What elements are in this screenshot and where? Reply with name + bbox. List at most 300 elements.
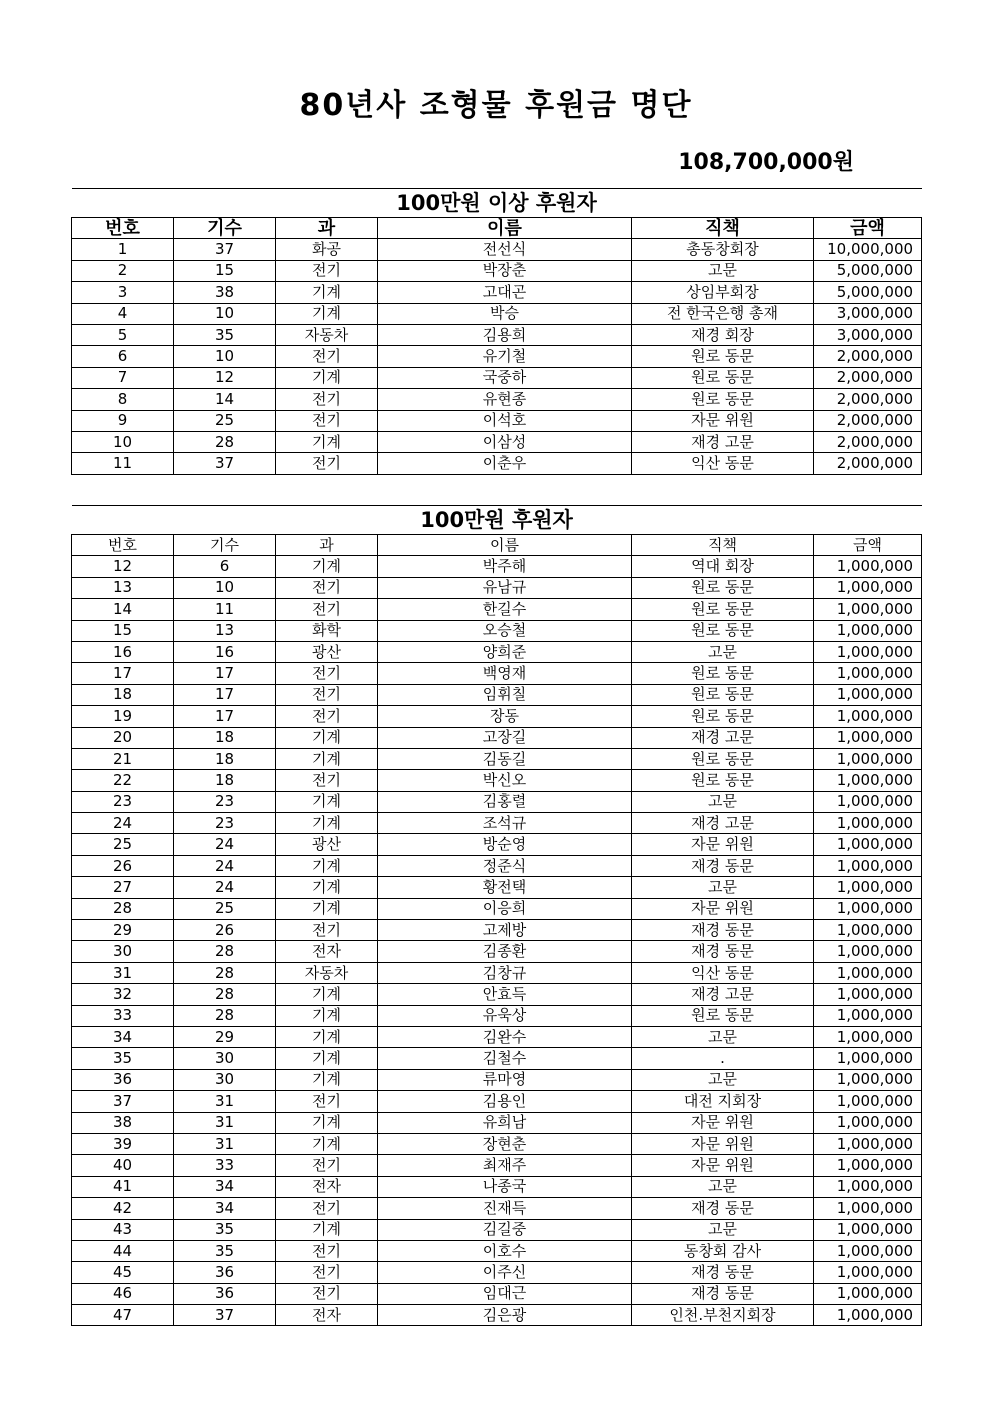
cell-name: 이주신 (378, 1262, 632, 1283)
cell-position: 고문 (632, 877, 814, 898)
cell-amount: 10,000,000 (814, 239, 922, 260)
cell-position: 원로 동문 (632, 706, 814, 727)
cell-name: 김길중 (378, 1219, 632, 1240)
cell-name: 유욱상 (378, 1005, 632, 1026)
cell-position: 자문 위원 (632, 1155, 814, 1176)
cell-amount: 1,000,000 (814, 962, 922, 983)
cell-position: 고문 (632, 641, 814, 662)
cell-name: 이석호 (378, 410, 632, 431)
table-row (72, 641, 922, 662)
cell-department: 기계 (276, 898, 378, 919)
table-header-row (72, 218, 922, 239)
cell-amount: 1,000,000 (814, 1262, 922, 1283)
cell-amount: 1,000,000 (814, 855, 922, 876)
cell-name: 고대곤 (378, 282, 632, 303)
cell-amount: 1,000,000 (814, 706, 922, 727)
cell-name: 장현춘 (378, 1133, 632, 1154)
cell-number: 10 (72, 431, 174, 452)
cell-name: 이응희 (378, 898, 632, 919)
cell-amount: 1,000,000 (814, 641, 922, 662)
cell-class-year: 23 (174, 813, 276, 834)
table-row (72, 898, 922, 919)
cell-position: 전 한국은행 총재 (632, 303, 814, 324)
cell-department: 기계 (276, 1069, 378, 1090)
cell-name: 김용인 (378, 1091, 632, 1112)
cell-department: 기계 (276, 727, 378, 748)
cell-class-year: 11 (174, 599, 276, 620)
cell-number: 6 (72, 346, 174, 367)
cell-number: 30 (72, 941, 174, 962)
cell-class-year: 30 (174, 1069, 276, 1090)
column-header-amount: 금액 (814, 535, 922, 556)
cell-amount: 2,000,000 (814, 453, 922, 474)
cell-name: 방순영 (378, 834, 632, 855)
cell-amount: 2,000,000 (814, 367, 922, 388)
cell-amount: 1,000,000 (814, 1091, 922, 1112)
cell-number: 27 (72, 877, 174, 898)
table-row (72, 684, 922, 705)
cell-position: 재경 고문 (632, 727, 814, 748)
cell-amount: 2,000,000 (814, 346, 922, 367)
column-header-class-year: 기수 (174, 535, 276, 556)
cell-class-year: 35 (174, 1240, 276, 1261)
table-row (72, 834, 922, 855)
cell-number: 11 (72, 453, 174, 474)
cell-department: 전기 (276, 260, 378, 281)
cell-name: 임대근 (378, 1283, 632, 1304)
table-row (72, 239, 922, 260)
cell-class-year: 31 (174, 1091, 276, 1112)
cell-number: 22 (72, 770, 174, 791)
cell-position: 익산 동문 (632, 962, 814, 983)
cell-class-year: 14 (174, 389, 276, 410)
cell-position: 원로 동문 (632, 770, 814, 791)
cell-number: 13 (72, 577, 174, 598)
cell-name: 유남규 (378, 577, 632, 598)
cell-amount: 1,000,000 (814, 1240, 922, 1261)
cell-number: 23 (72, 791, 174, 812)
cell-name: 김철수 (378, 1048, 632, 1069)
cell-department: 기계 (276, 791, 378, 812)
cell-position: 고문 (632, 1176, 814, 1197)
cell-name: 박장춘 (378, 260, 632, 281)
cell-class-year: 31 (174, 1112, 276, 1133)
cell-class-year: 31 (174, 1133, 276, 1154)
cell-position: 원로 동문 (632, 599, 814, 620)
cell-name: 양희준 (378, 641, 632, 662)
cell-name: 김창규 (378, 962, 632, 983)
cell-position: 자문 위원 (632, 1133, 814, 1154)
column-header-position: 직책 (632, 535, 814, 556)
table-row (72, 282, 922, 303)
cell-department: 기계 (276, 855, 378, 876)
cell-amount: 1,000,000 (814, 556, 922, 577)
cell-department: 전기 (276, 663, 378, 684)
cell-amount: 1,000,000 (814, 1048, 922, 1069)
cell-name: 이춘우 (378, 453, 632, 474)
cell-position: 역대 회장 (632, 556, 814, 577)
cell-name: 김동길 (378, 748, 632, 769)
cell-number: 8 (72, 389, 174, 410)
cell-name: 김완수 (378, 1026, 632, 1047)
cell-class-year: 12 (174, 367, 276, 388)
table-row (72, 324, 922, 345)
cell-number: 21 (72, 748, 174, 769)
cell-name: 고장길 (378, 727, 632, 748)
cell-number: 43 (72, 1219, 174, 1240)
cell-amount: 2,000,000 (814, 389, 922, 410)
cell-department: 기계 (276, 303, 378, 324)
cell-class-year: 18 (174, 727, 276, 748)
table-row (72, 1005, 922, 1026)
column-header-amount: 금액 (814, 218, 922, 239)
cell-department: 전기 (276, 684, 378, 705)
cell-name: 안효득 (378, 984, 632, 1005)
cell-class-year: 17 (174, 706, 276, 727)
cell-name: 김은광 (378, 1305, 632, 1326)
cell-number: 28 (72, 898, 174, 919)
cell-class-year: 10 (174, 577, 276, 598)
cell-department: 전기 (276, 770, 378, 791)
cell-class-year: 24 (174, 877, 276, 898)
cell-class-year: 25 (174, 898, 276, 919)
cell-class-year: 10 (174, 346, 276, 367)
cell-amount: 1,000,000 (814, 620, 922, 641)
cell-amount: 1,000,000 (814, 834, 922, 855)
table-row (72, 813, 922, 834)
cell-class-year: 34 (174, 1176, 276, 1197)
cell-department: 전기 (276, 577, 378, 598)
cell-name: 진재득 (378, 1198, 632, 1219)
cell-position: 재경 동문 (632, 1283, 814, 1304)
cell-department: 기계 (276, 984, 378, 1005)
cell-class-year: 30 (174, 1048, 276, 1069)
table-row (72, 1262, 922, 1283)
table-row (72, 770, 922, 791)
cell-number: 37 (72, 1091, 174, 1112)
cell-department: 자동차 (276, 962, 378, 983)
cell-class-year: 17 (174, 663, 276, 684)
cell-class-year: 23 (174, 791, 276, 812)
cell-position: 원로 동문 (632, 389, 814, 410)
cell-number: 14 (72, 599, 174, 620)
cell-number: 29 (72, 920, 174, 941)
cell-name: 황전택 (378, 877, 632, 898)
cell-class-year: 13 (174, 620, 276, 641)
cell-amount: 1,000,000 (814, 599, 922, 620)
table-row (72, 599, 922, 620)
cell-amount: 1,000,000 (814, 1283, 922, 1304)
cell-class-year: 37 (174, 1305, 276, 1326)
cell-number: 9 (72, 410, 174, 431)
cell-position: 원로 동문 (632, 1005, 814, 1026)
table-row (72, 410, 922, 431)
cell-department: 기계 (276, 431, 378, 452)
table-row (72, 877, 922, 898)
table-row (72, 1219, 922, 1240)
cell-name: 박승 (378, 303, 632, 324)
cell-position: 재경 동문 (632, 1262, 814, 1283)
cell-amount: 1,000,000 (814, 984, 922, 1005)
section-heading: 100만원 이상 후원자 (72, 189, 922, 218)
cell-name: 전선식 (378, 239, 632, 260)
cell-department: 전기 (276, 389, 378, 410)
column-header-name: 이름 (378, 535, 632, 556)
cell-position: 원로 동문 (632, 577, 814, 598)
cell-number: 33 (72, 1005, 174, 1026)
table-row (72, 260, 922, 281)
cell-amount: 1,000,000 (814, 1069, 922, 1090)
cell-amount: 5,000,000 (814, 282, 922, 303)
cell-number: 3 (72, 282, 174, 303)
table-row (72, 941, 922, 962)
cell-name: 박주해 (378, 556, 632, 577)
column-header-position: 직책 (632, 218, 814, 239)
cell-class-year: 16 (174, 641, 276, 662)
cell-class-year: 24 (174, 834, 276, 855)
table-row (72, 389, 922, 410)
table-row (72, 1069, 922, 1090)
cell-amount: 1,000,000 (814, 577, 922, 598)
cell-number: 31 (72, 962, 174, 983)
table-row (72, 984, 922, 1005)
cell-department: 기계 (276, 748, 378, 769)
cell-department: 화공 (276, 239, 378, 260)
cell-amount: 1,000,000 (814, 941, 922, 962)
cell-class-year: 28 (174, 431, 276, 452)
cell-number: 4 (72, 303, 174, 324)
cell-name: 유기철 (378, 346, 632, 367)
table-row (72, 1155, 922, 1176)
cell-position: 재경 동문 (632, 1198, 814, 1219)
table-row (72, 1176, 922, 1197)
cell-number: 1 (72, 239, 174, 260)
cell-name: 박신오 (378, 770, 632, 791)
cell-amount: 1,000,000 (814, 770, 922, 791)
cell-department: 전자 (276, 941, 378, 962)
cell-class-year: 18 (174, 748, 276, 769)
cell-department: 광산 (276, 834, 378, 855)
cell-class-year: 37 (174, 239, 276, 260)
table-row (72, 1198, 922, 1219)
cell-class-year: 35 (174, 1219, 276, 1240)
cell-amount: 1,000,000 (814, 877, 922, 898)
cell-name: 정준식 (378, 855, 632, 876)
cell-position: 인천.부천지회장 (632, 1305, 814, 1326)
cell-department: 전기 (276, 453, 378, 474)
cell-department: 기계 (276, 1133, 378, 1154)
cell-position: 고문 (632, 1069, 814, 1090)
cell-class-year: 28 (174, 1005, 276, 1026)
cell-position: 고문 (632, 1026, 814, 1047)
table-row (72, 727, 922, 748)
major-donors-table (71, 188, 922, 475)
cell-department: 기계 (276, 1026, 378, 1047)
cell-name: 이호수 (378, 1240, 632, 1261)
cell-amount: 1,000,000 (814, 1133, 922, 1154)
cell-amount: 1,000,000 (814, 727, 922, 748)
cell-class-year: 28 (174, 962, 276, 983)
cell-name: 조석규 (378, 813, 632, 834)
cell-amount: 1,000,000 (814, 1305, 922, 1326)
cell-class-year: 28 (174, 941, 276, 962)
table-row (72, 367, 922, 388)
column-header-number: 번호 (72, 218, 174, 239)
table-row (72, 748, 922, 769)
cell-number: 2 (72, 260, 174, 281)
cell-number: 20 (72, 727, 174, 748)
cell-position: 상임부회장 (632, 282, 814, 303)
cell-position: 재경 동문 (632, 920, 814, 941)
cell-number: 47 (72, 1305, 174, 1326)
cell-number: 34 (72, 1026, 174, 1047)
cell-class-year: 26 (174, 920, 276, 941)
cell-department: 전기 (276, 920, 378, 941)
cell-position: 총동창회장 (632, 239, 814, 260)
cell-position: 원로 동문 (632, 346, 814, 367)
cell-number: 40 (72, 1155, 174, 1176)
table-row (72, 791, 922, 812)
cell-amount: 1,000,000 (814, 1198, 922, 1219)
cell-position: 대전 지회장 (632, 1091, 814, 1112)
cell-position: 자문 위원 (632, 834, 814, 855)
cell-position: 자문 위원 (632, 1112, 814, 1133)
cell-number: 18 (72, 684, 174, 705)
cell-position: . (632, 1048, 814, 1069)
cell-amount: 1,000,000 (814, 684, 922, 705)
cell-number: 39 (72, 1133, 174, 1154)
cell-department: 전기 (276, 1240, 378, 1261)
cell-amount: 1,000,000 (814, 748, 922, 769)
cell-department: 기계 (276, 813, 378, 834)
cell-name: 임휘칠 (378, 684, 632, 705)
cell-department: 전기 (276, 706, 378, 727)
cell-class-year: 33 (174, 1155, 276, 1176)
table-row (72, 453, 922, 474)
cell-amount: 2,000,000 (814, 431, 922, 452)
cell-name: 최재주 (378, 1155, 632, 1176)
column-header-department: 과 (276, 218, 378, 239)
column-header-number: 번호 (72, 535, 174, 556)
cell-amount: 1,000,000 (814, 1005, 922, 1026)
cell-class-year: 25 (174, 410, 276, 431)
cell-number: 36 (72, 1069, 174, 1090)
table-row (72, 1283, 922, 1304)
table-row (72, 346, 922, 367)
table-row (72, 962, 922, 983)
cell-department: 기계 (276, 367, 378, 388)
table-row (72, 577, 922, 598)
cell-name: 류마영 (378, 1069, 632, 1090)
cell-number: 17 (72, 663, 174, 684)
cell-class-year: 35 (174, 324, 276, 345)
cell-class-year: 37 (174, 453, 276, 474)
cell-department: 화학 (276, 620, 378, 641)
cell-name: 이삼성 (378, 431, 632, 452)
cell-number: 5 (72, 324, 174, 345)
table-header-row (72, 535, 922, 556)
cell-class-year: 28 (174, 984, 276, 1005)
cell-name: 유희남 (378, 1112, 632, 1133)
cell-class-year: 18 (174, 770, 276, 791)
cell-department: 기계 (276, 282, 378, 303)
cell-name: 오승철 (378, 620, 632, 641)
cell-department: 기계 (276, 1112, 378, 1133)
cell-name: 김종환 (378, 941, 632, 962)
cell-amount: 3,000,000 (814, 324, 922, 345)
cell-name: 고제방 (378, 920, 632, 941)
cell-number: 41 (72, 1176, 174, 1197)
cell-number: 12 (72, 556, 174, 577)
table-row (72, 431, 922, 452)
cell-amount: 1,000,000 (814, 920, 922, 941)
cell-position: 고문 (632, 1219, 814, 1240)
cell-name: 나종국 (378, 1176, 632, 1197)
cell-position: 원로 동문 (632, 748, 814, 769)
cell-amount: 1,000,000 (814, 898, 922, 919)
cell-position: 재경 고문 (632, 984, 814, 1005)
cell-class-year: 6 (174, 556, 276, 577)
cell-amount: 1,000,000 (814, 1155, 922, 1176)
section-heading: 100만원 후원자 (72, 506, 922, 535)
cell-department: 기계 (276, 556, 378, 577)
cell-number: 24 (72, 813, 174, 834)
cell-amount: 1,000,000 (814, 1219, 922, 1240)
cell-amount: 5,000,000 (814, 260, 922, 281)
column-header-department: 과 (276, 535, 378, 556)
donors-table (71, 505, 922, 1326)
cell-amount: 1,000,000 (814, 663, 922, 684)
table-row (72, 1112, 922, 1133)
cell-class-year: 24 (174, 855, 276, 876)
cell-name: 백영재 (378, 663, 632, 684)
cell-name: 한길수 (378, 599, 632, 620)
cell-class-year: 29 (174, 1026, 276, 1047)
cell-name: 국중하 (378, 367, 632, 388)
page-title: 80년사 조형물 후원금 명단 (299, 88, 693, 123)
cell-name: 장동 (378, 706, 632, 727)
cell-class-year: 34 (174, 1198, 276, 1219)
cell-number: 42 (72, 1198, 174, 1219)
total-amount: 108,700,000원 (678, 150, 854, 175)
cell-amount: 2,000,000 (814, 410, 922, 431)
cell-position: 고문 (632, 791, 814, 812)
table-row (72, 855, 922, 876)
cell-name: 유현종 (378, 389, 632, 410)
cell-department: 기계 (276, 1005, 378, 1026)
cell-department: 기계 (276, 1048, 378, 1069)
cell-amount: 1,000,000 (814, 1176, 922, 1197)
cell-amount: 3,000,000 (814, 303, 922, 324)
cell-amount: 1,000,000 (814, 1026, 922, 1047)
cell-department: 전기 (276, 346, 378, 367)
cell-class-year: 36 (174, 1262, 276, 1283)
cell-name: 김홍렬 (378, 791, 632, 812)
cell-department: 자동차 (276, 324, 378, 345)
cell-number: 35 (72, 1048, 174, 1069)
cell-class-year: 15 (174, 260, 276, 281)
cell-number: 46 (72, 1283, 174, 1304)
cell-department: 전자 (276, 1176, 378, 1197)
table-row (72, 620, 922, 641)
cell-amount: 1,000,000 (814, 791, 922, 812)
cell-position: 자문 위원 (632, 410, 814, 431)
cell-department: 전기 (276, 1091, 378, 1112)
cell-department: 기계 (276, 1219, 378, 1240)
table-row (72, 920, 922, 941)
cell-number: 7 (72, 367, 174, 388)
cell-department: 전기 (276, 599, 378, 620)
